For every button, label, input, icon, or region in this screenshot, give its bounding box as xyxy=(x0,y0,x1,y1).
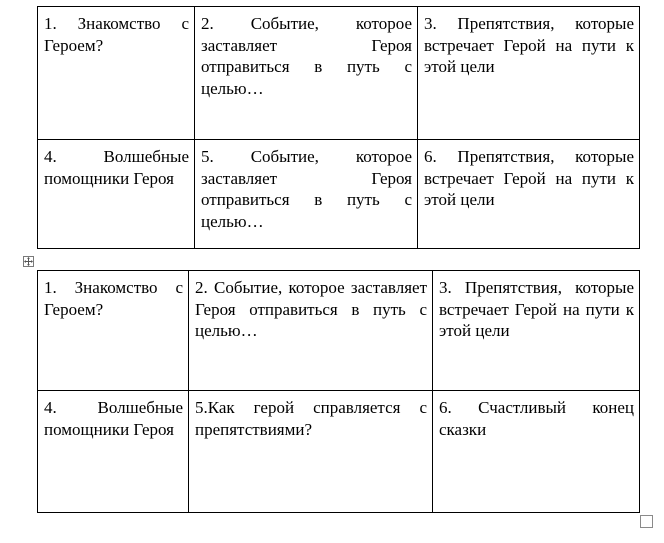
story-table-1 xyxy=(37,6,640,249)
table-cell[interactable]: 1. Знакомство с Героем? xyxy=(38,271,189,391)
table-resize-handle-icon[interactable] xyxy=(640,515,653,528)
table-cell[interactable]: 2. Событие, которое заставляет Героя отправиться в путь с целью… xyxy=(195,7,418,140)
table-cell[interactable]: 4. Волшебные помощники Героя xyxy=(38,391,189,513)
table-row xyxy=(38,7,640,140)
table-cell[interactable]: 3. Препятствия, которые встречает Герой на пути к этой цели xyxy=(418,7,640,140)
table-cell[interactable]: 3. Препятствия, которые встречает Герой на пути к этой цели xyxy=(433,271,640,391)
table-cell[interactable]: 5.Как герой справляется с препятствиями? xyxy=(189,391,433,513)
table-move-handle-icon[interactable] xyxy=(23,256,34,267)
table-cell[interactable]: 6. Счастливый конец сказки xyxy=(433,391,640,513)
table-cell[interactable]: 1. Знакомство с Героем? xyxy=(38,7,195,140)
story-table-2 xyxy=(37,270,640,513)
table-cell[interactable]: 6. Препятствия, которые встречает Герой на пути к этой цели xyxy=(418,140,640,249)
table-row xyxy=(38,391,640,513)
table-cell[interactable]: 5. Событие, которое заставляет Героя отправиться в путь с целью… xyxy=(195,140,418,249)
table-cell[interactable]: 2. Событие, которое заставляет Героя отправиться в путь с целью… xyxy=(189,271,433,391)
table-row xyxy=(38,271,640,391)
table-row xyxy=(38,140,640,249)
table-cell[interactable]: 4. Волшебные помощники Героя xyxy=(38,140,195,249)
